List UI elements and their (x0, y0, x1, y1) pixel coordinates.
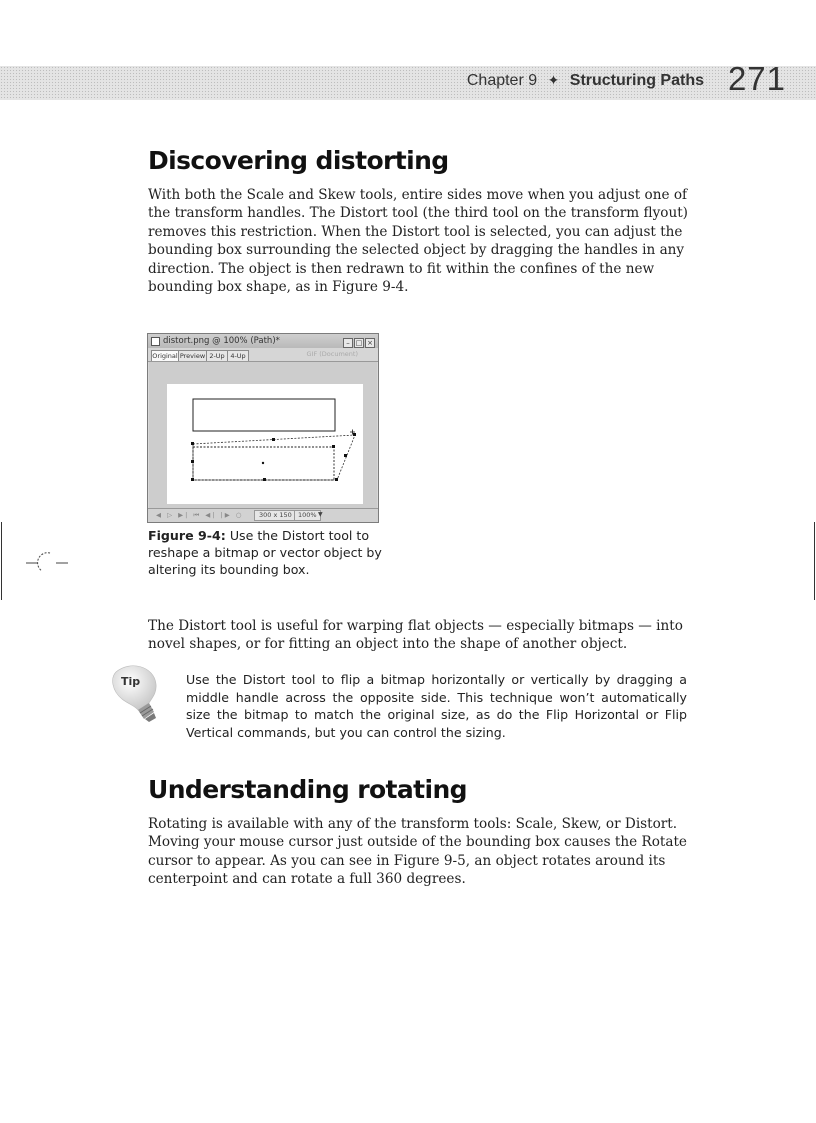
chapter-label: Chapter 9 (466, 72, 538, 89)
section-heading-distorting: Discovering distorting (148, 146, 449, 175)
zoom-level[interactable]: 100% (294, 510, 321, 521)
handle-middle-left (191, 460, 194, 463)
figure-format-label: GIF (Document) (306, 350, 358, 358)
distort-illustration (149, 362, 377, 508)
close-icon[interactable]: × (365, 338, 375, 348)
figure-window-title: distort.png @ 100% (Path)* (163, 336, 280, 346)
crop-mark-left (1, 522, 2, 600)
running-header (467, 72, 704, 90)
registration-mark-icon (26, 551, 70, 575)
caption-label: Figure 9-4: (148, 528, 226, 543)
handle-top-right (353, 433, 356, 436)
figure-window (147, 333, 379, 523)
playback-controls[interactable]: ◀ ▷ ▶| ⏮ ◀| |▶ ○ (156, 511, 244, 519)
canvas-document (167, 384, 363, 504)
caption-text: Use the Distort tool to reshape a bitmap or vector object by altering its bounding box. (148, 528, 382, 577)
document-icon (151, 337, 160, 346)
handle-top-middle (272, 438, 275, 441)
chevron-down-icon[interactable]: ▼ (318, 511, 323, 518)
maximize-icon[interactable]: □ (355, 339, 363, 347)
handle-bottom-right (335, 478, 338, 481)
minimize-icon[interactable]: – (343, 338, 353, 348)
figure-canvas (149, 362, 377, 508)
tab-4up[interactable]: 4-Up (227, 350, 249, 361)
figure-tabs (148, 348, 378, 362)
tab-original[interactable]: Original (152, 352, 178, 360)
figure-statusbar (148, 508, 378, 522)
handle-top-left (191, 442, 194, 445)
tab-2up[interactable]: 2-Up (206, 350, 228, 361)
handle-bottom-middle (263, 478, 266, 481)
tip-label: Tip (121, 675, 141, 688)
header-separator: ✦ (547, 72, 560, 88)
paragraph-distort-usage: The Distort tool is useful for warping flat objects — especially bitmaps — into novel shapes, or for fitting an object into the shape of another object. (148, 618, 683, 653)
handle-inner-right (332, 445, 335, 448)
crop-mark-right (814, 522, 815, 600)
canvas-dimensions: 300 x 150 (254, 510, 297, 521)
handle-middle-right (344, 454, 347, 457)
section-body-distorting: With both the Scale and Skew tools, entire sides move when you adjust one of the transform handles. The Distort tool (the third tool on the transform flyout) removes this restriction. When the Distort tool is selected, you can adjust the bounding box surrounding the selected object by dragging the handles in any direction. The object is then redrawn to fit within the confines of the new bounding box shape, as in Figure 9-4. (148, 187, 688, 296)
tab-preview[interactable]: Preview (179, 352, 206, 360)
chapter-title: Structuring Paths (569, 72, 704, 89)
handle-bottom-left (191, 478, 194, 481)
figure-titlebar (148, 334, 378, 348)
figure-caption (148, 527, 388, 578)
center-point (262, 462, 264, 464)
section-heading-rotating: Understanding rotating (148, 775, 467, 804)
page-number: 271 (727, 60, 786, 97)
lightbulb-icon (108, 662, 170, 724)
tip-text: Use the Distort tool to flip a bitmap horizontally or vertically by dragging a middle handle across the opposite side. This technique won’t automatically size the bitmap to match the original size, as do the Flip Horizontal or Flip Vertical commands, but you can control the sizing. (186, 672, 687, 740)
section-body-rotating: Rotating is available with any of the transform tools: Scale, Skew, or Distort. Moving your mouse cursor just outside of the bounding box causes the Rotate cursor to appear. As you can see in Figure 9-5, an object rotates around its centerpoint and can rotate a full 360 degrees. (148, 816, 687, 888)
